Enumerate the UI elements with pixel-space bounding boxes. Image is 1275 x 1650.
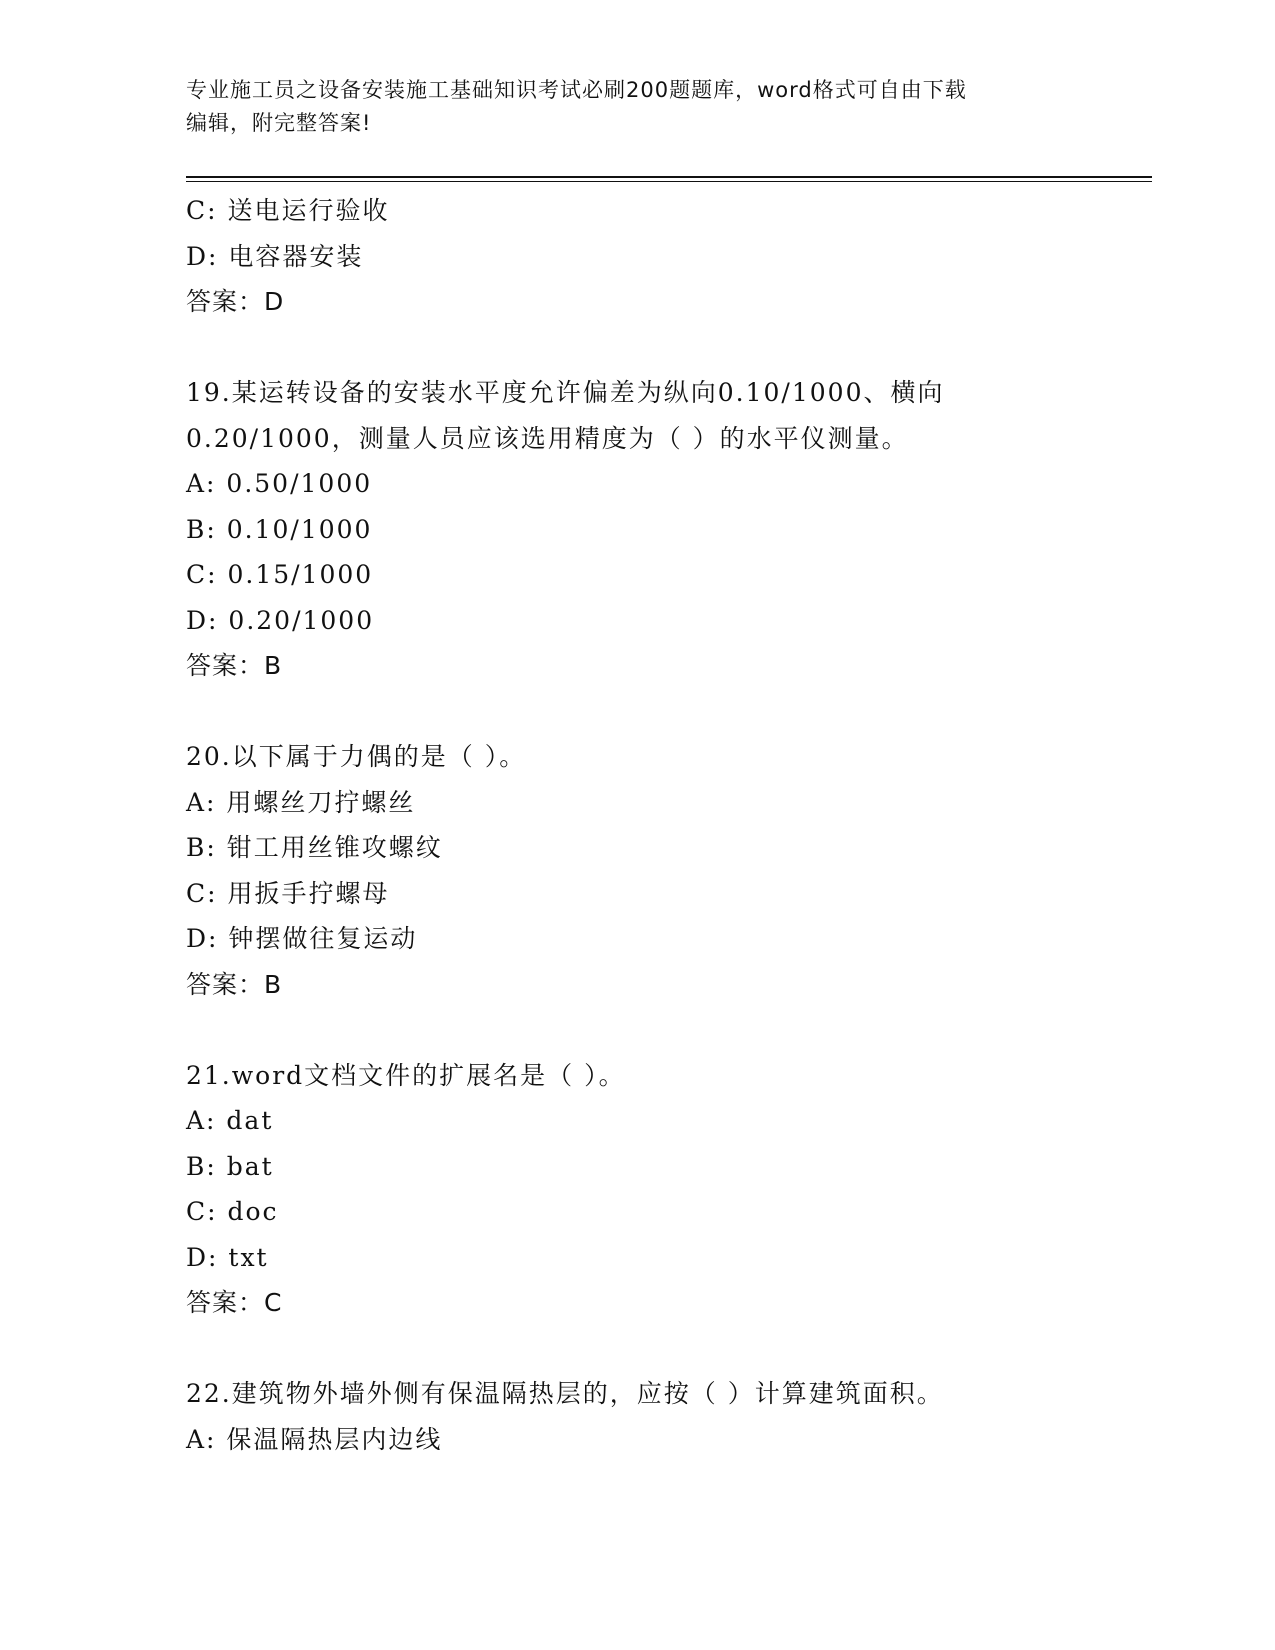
header-divider-thick [186, 176, 1152, 178]
answer-line: 答案：D [186, 287, 285, 316]
option-b: B: bat [186, 1151, 274, 1181]
option-c: C: 0.15/1000 [186, 560, 374, 589]
question-19 [186, 370, 1152, 689]
option-b: B: 0.10/1000 [186, 514, 373, 544]
document-header [186, 74, 1066, 140]
header-divider-thin [186, 181, 1152, 182]
option-a: A: dat [186, 1106, 274, 1135]
header-title-line-1: 专业施工员之设备安装施工基础知识考试必刷200题题库，word格式可自由下载 [186, 78, 967, 102]
option-d: D: txt [186, 1242, 269, 1272]
option-c: C: 用扳手拧螺母 [186, 878, 390, 908]
option-c: C: doc [186, 1197, 279, 1226]
question-stem: 20.以下属于力偶的是（ ）。 [186, 742, 527, 771]
option-d: D: 0.20/1000 [186, 605, 375, 635]
spacer [186, 1007, 1152, 1053]
option-a: A: 保温隔热层内边线 [186, 1424, 443, 1454]
option-d: D: 电容器安装 [186, 241, 364, 271]
question-18-tail [186, 188, 1152, 325]
answer-line: 答案：C [186, 1288, 283, 1317]
spacer [186, 689, 1152, 735]
answer-line: 答案：B [186, 651, 283, 680]
question-21 [186, 1053, 1152, 1326]
option-a: A: 0.50/1000 [186, 469, 373, 498]
question-list [186, 188, 1152, 1462]
option-b: B: 钳工用丝锥攻螺纹 [186, 833, 443, 862]
option-c: C: 送电运行验收 [186, 196, 390, 225]
header-title-line-2: 编辑，附完整答案! [186, 111, 372, 135]
option-a: A: 用螺丝刀拧螺丝 [186, 787, 416, 817]
option-d: D: 钟摆做往复运动 [186, 924, 418, 953]
question-22 [186, 1371, 1152, 1462]
spacer [186, 325, 1152, 371]
question-stem: 21.word文档文件的扩展名是（ ）。 [186, 1060, 626, 1090]
question-20 [186, 734, 1152, 1007]
question-stem-continued: 0.20/1000，测量人员应该选用精度为（ ）的水平仪测量。 [186, 423, 909, 453]
spacer [186, 1326, 1152, 1372]
question-stem: 22.建筑物外墙外侧有保温隔热层的，应按（ ）计算建筑面积。 [186, 1379, 944, 1408]
answer-line: 答案：B [186, 969, 283, 999]
question-stem: 19.某运转设备的安装水平度允许偏差为纵向0.10/1000、横向 [186, 378, 945, 407]
